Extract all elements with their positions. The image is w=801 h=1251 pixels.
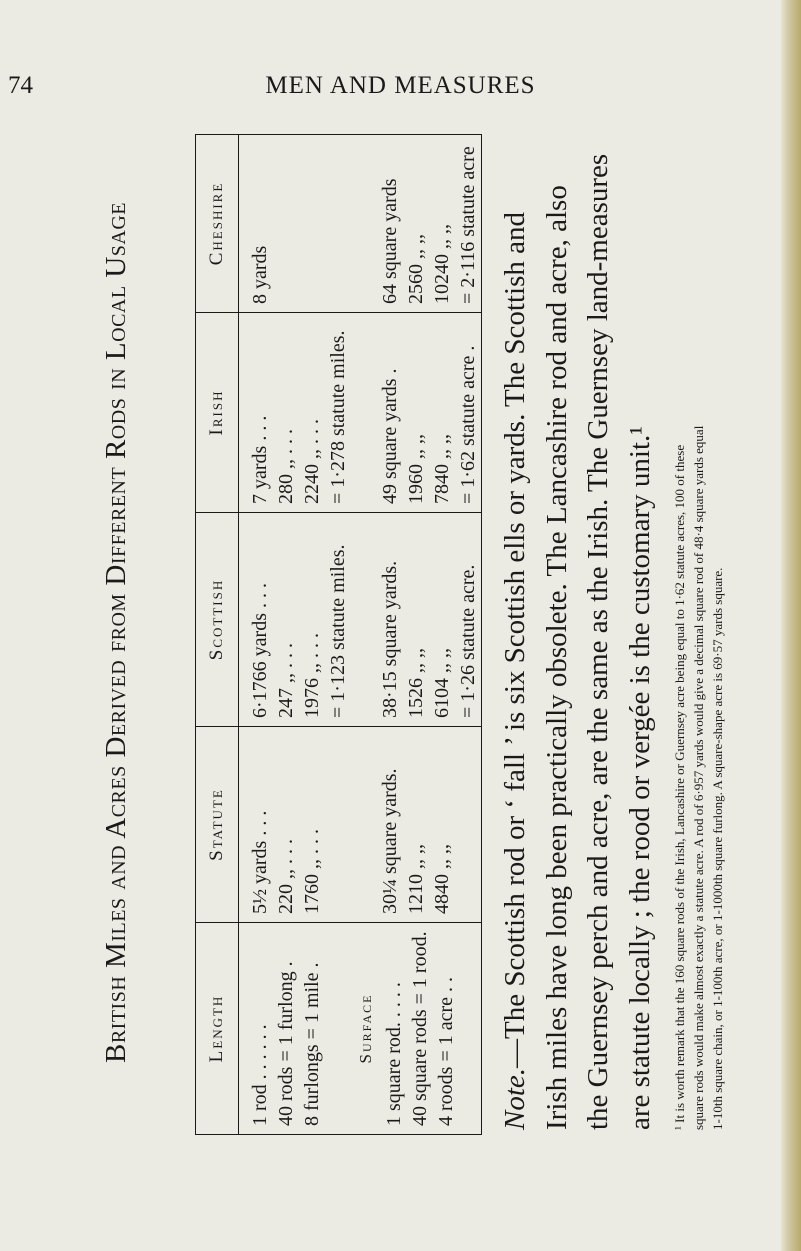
footnote-line: 1-10th square chain, or 1-100th acre, or 1-1000th square furlong. A square-shape acre is 69·57 yards square. [710,567,725,1130]
note-label: Note. [499,1067,531,1130]
scottish-surface-line: 1526 ,, ,, [405,648,427,718]
irish-line: 280 ,, . . . [275,429,297,504]
header-statute: Statute [196,727,239,923]
statute-line: 1760 ,, . . . [301,829,323,914]
scottish-line: = 1·123 statute miles. [327,544,349,718]
scanned-page-edge [781,0,801,1251]
cheshire-surface-line: = 2·116 statute acre [457,146,479,304]
cheshire-column [239,135,482,313]
scottish-column [239,513,482,727]
irish-surface-line: 7840 ,, ,, [431,434,453,504]
irish-line: = 1·278 statute miles. [327,330,349,504]
statute-surface-line: 1210 ,, ,, [405,844,427,914]
irish-line: 7 yards . . . [249,415,271,504]
cheshire-surface-line: 10240 ,, ,, [431,224,453,304]
note-line: the Guernsey perch and acre, are the same as the Irish. The Guernsey land-measures [582,153,614,1130]
statute-surface-line: 4840 ,, ,, [431,844,453,914]
scottish-surface-line: = 1·26 statute acre. [457,564,479,718]
irish-surface-line: 1960 ,, ,, [405,434,427,504]
scottish-surface-line: 6104 ,, ,, [431,648,453,718]
section-title-text: British Miles and Acres Derived from Different Rods in Local Usage [100,202,132,1063]
cheshire-surface-line: 2560 ,, ,, [405,234,427,304]
measures-table [195,134,482,1135]
irish-column [239,313,482,513]
rotated-page-content [100,130,725,1135]
table-body-row [239,135,482,1135]
irish-surface-line: = 1·62 statute acre . [457,345,479,504]
length-line: 8 furlongs = 1 mile . [301,962,323,1126]
statute-column [239,727,482,923]
note-line: are statute locally ; the rood or vergée is the customary unit.¹ [623,426,656,1130]
note-line: Note.—The Scottish rod or ‘ fall ’ is six Scottish ells or yards. The Scottish and [499,212,531,1130]
scottish-line: 6·1766 yards . . . [249,583,271,718]
running-head: MEN AND MEASURES [265,72,536,99]
irish-surface-line: 49 square yards . [379,368,401,504]
footnote-line: square rods would make almost exactly a statute acre. A rod of 6·957 yards would give a decimal square rod of 48·4 square yards equal [691,425,706,1130]
cheshire-line: 8 yards [249,245,271,304]
cheshire-surface-line: 64 square yards [379,178,401,304]
surface-line: 40 square rods = 1 rood. [409,931,431,1126]
scottish-line: 247 ,, . . . [275,643,297,718]
note-line: Irish miles have long been practically obsolete. The Lancashire rod and acre, also [540,185,573,1130]
surface-subheader: Surface [356,993,375,1064]
footnote-line: ¹ It is worth remark that the 160 square rods of the Irish, Lancashire or Guernsey acre being equal to 1·62 statute acres, 100 of these [672,444,687,1130]
irish-line: 2240 ,, . . . [301,419,323,504]
header-cheshire: Cheshire [196,135,239,313]
scottish-surface-line: 38·15 square yards. [379,560,401,718]
header-scottish: Scottish [196,513,239,727]
section-title [100,130,160,1135]
length-line: 40 rods = 1 furlong . [275,961,297,1126]
statute-line: 220 ,, . . . [275,839,297,914]
surface-line: 1 square rod. . . . . [383,982,405,1126]
footnote [670,130,727,1130]
length-column [239,923,482,1135]
header-irish: Irish [196,313,239,513]
table-header-row [196,135,239,1135]
header-length: Length [196,923,239,1135]
note-paragraph [495,130,661,1130]
statute-line: 5½ yards . . . [249,810,271,914]
scottish-line: 1976 ,, . . . [301,633,323,718]
statute-surface-line: 30¼ square yards. [379,768,401,914]
surface-line: 4 roods = 1 acre . . [435,976,457,1126]
length-line: 1 rod . . . . . . [249,1024,271,1126]
page-number: 74 [8,72,33,99]
